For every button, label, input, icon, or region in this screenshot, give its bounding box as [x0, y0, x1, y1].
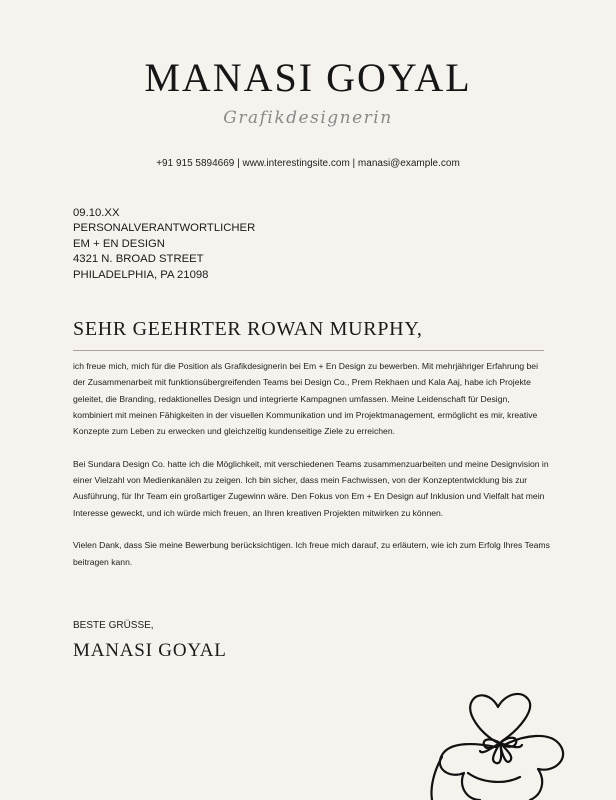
- letter-body: [73, 358, 551, 586]
- recipient-company: EM + EN DESIGN: [73, 237, 165, 250]
- closing-phrase: BESTE GRÜSSE,: [73, 620, 154, 631]
- divider-line: [73, 350, 544, 351]
- body-paragraph-2: Bei Sundara Design Co. hatte ich die Möglichkeit, mit verschiedenen Teams zusammenzuarbeiten und meine Designvision in einer Vielzahl von Medienkanälen zu zeigen. Ich bin sicher, dass mein Fachwissen, von der Konzeptentwicklung bis zur Ausführung, für Ihr Team ein großartiger Zugewinn wäre. Den Fokus von Em + En Design auf Inklusion und Vielfalt hat mein Interesse geweckt, und ich würde mich freuen, an Ihren kreativen Projekten mitwirken zu können.: [73, 458, 549, 518]
- recipient-street: 4321 N. BROAD STREET: [73, 253, 204, 266]
- letter-date: 09.10.XX: [73, 207, 120, 219]
- signature-name: MANASI GOYAL: [73, 640, 227, 661]
- recipient-city: PHILADELPHIA, PA 21098: [73, 268, 209, 281]
- body-paragraph-1: ich freue mich, mich für die Position als Grafikdesignerin bei Em + En Design zu bewerben. Mit mehrjähriger Erfahrung bei der Zusammenarbeit mit funktionsübergreifenden Teams bei Design Co., Prem Rekhaen und Kala Aaj, habe ich Projekte geleitet, die Branding, redaktionelles Design und integrierte Kampagnen umfassen. Meine Leidenschaft für Design, kombiniert mit meinen Fähigkeiten in der visuellen Kommunikation und im Projektmanagement, ermöglicht es mir, kreative Konzepte zum Leben zu erwecken und gleichzeitig kundenseitige Ziele zu erreichen.: [73, 361, 538, 437]
- sender-name-header: MANASI GOYAL: [144, 55, 472, 100]
- body-paragraph-3: Vielen Dank, dass Sie meine Bewerbung berücksichtigen. Ich freue mich darauf, zu erläutern, wie ich zum Erfolg Ihres Teams beitragen kann.: [73, 540, 550, 567]
- recipient-title: PERSONALVERANTWORTLICHER: [73, 222, 256, 235]
- contact-line: +91 915 5894669 | www.interestingsite.com | manasi@example.com: [156, 158, 460, 169]
- job-title-script: Grafikdesignerin: [223, 108, 393, 128]
- recipient-block: [73, 206, 255, 283]
- flower-line-art-icon: [420, 685, 580, 800]
- salutation: SEHR GEEHRTER ROWAN MURPHY,: [73, 318, 423, 340]
